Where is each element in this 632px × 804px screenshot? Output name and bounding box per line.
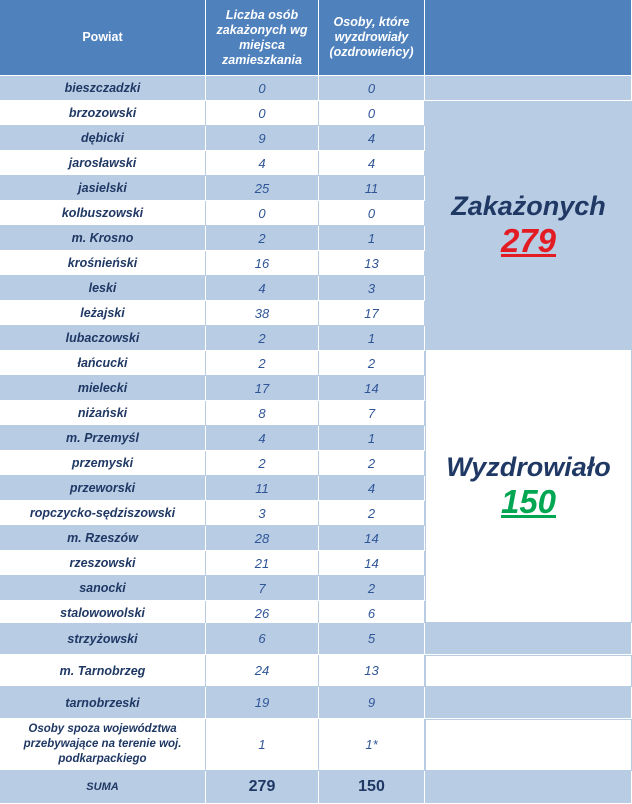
infected-count: 25 — [206, 176, 319, 201]
infected-count: 0 — [206, 76, 319, 101]
infected-count: 19 — [206, 687, 319, 719]
powiat-name: brzozowski — [0, 101, 206, 126]
infected-count: 2 — [206, 351, 319, 376]
powiat-name: Osoby spoza województwa przebywające na terenie woj. podkarpackiego — [0, 719, 206, 771]
powiat-name: rzeszowski — [0, 551, 206, 576]
recovered-count: 13 — [319, 251, 425, 276]
powiat-name: kolbuszowski — [0, 201, 206, 226]
infected-count: 4 — [206, 151, 319, 176]
recovered-count: 4 — [319, 151, 425, 176]
recovered-count: 0 — [319, 76, 425, 101]
recovered-count: 2 — [319, 451, 425, 476]
recovered-count: 3 — [319, 276, 425, 301]
infected-count: 1 — [206, 719, 319, 771]
powiat-name: jasielski — [0, 176, 206, 201]
infected-count: 17 — [206, 376, 319, 401]
recovered-count: 1* — [319, 719, 425, 771]
infected-count: 11 — [206, 476, 319, 501]
sum-label: SUMA — [0, 771, 206, 804]
powiat-name: m. Tarnobrzeg — [0, 655, 206, 687]
infected-count: 3 — [206, 501, 319, 526]
recovered-count: 17 — [319, 301, 425, 326]
powiat-name: m. Rzeszów — [0, 526, 206, 551]
infected-summary-panel — [425, 101, 632, 349]
powiat-name: ropczycko-sędziszowski — [0, 501, 206, 526]
powiat-name: dębicki — [0, 126, 206, 151]
infected-count: 4 — [206, 276, 319, 301]
recovered-count: 1 — [319, 426, 425, 451]
powiat-name: bieszczadzki — [0, 76, 206, 101]
recovered-count: 2 — [319, 351, 425, 376]
powiat-name: leski — [0, 276, 206, 301]
side-cell — [425, 719, 632, 771]
recovered-count: 9 — [319, 687, 425, 719]
recovered-count: 14 — [319, 551, 425, 576]
infected-count: 6 — [206, 623, 319, 655]
side-cell — [425, 687, 632, 719]
infected-summary-total: 279 — [500, 221, 557, 259]
header-side-empty — [425, 0, 632, 76]
powiat-name: stalowowolski — [0, 601, 206, 626]
infected-count: 2 — [206, 326, 319, 351]
infected-count: 4 — [206, 426, 319, 451]
powiat-name: jarosławski — [0, 151, 206, 176]
recovered-count: 4 — [319, 126, 425, 151]
header-powiat: Powiat — [0, 0, 206, 76]
recovered-count: 6 — [319, 601, 425, 626]
recovered-count: 2 — [319, 501, 425, 526]
recovered-count: 1 — [319, 226, 425, 251]
infected-count: 24 — [206, 655, 319, 687]
infected-count: 2 — [206, 226, 319, 251]
powiat-name: niżański — [0, 401, 206, 426]
infected-count: 0 — [206, 201, 319, 226]
powiat-name: strzyżowski — [0, 623, 206, 655]
powiat-name: leżajski — [0, 301, 206, 326]
powiat-name: krośnieński — [0, 251, 206, 276]
powiat-name: m. Krosno — [0, 226, 206, 251]
powiat-name: m. Przemyśl — [0, 426, 206, 451]
powiat-name: łańcucki — [0, 351, 206, 376]
powiat-name: tarnobrzeski — [0, 687, 206, 719]
powiat-name: lubaczowski — [0, 326, 206, 351]
infected-count: 7 — [206, 576, 319, 601]
recovered-summary-panel — [425, 349, 632, 623]
infected-count: 21 — [206, 551, 319, 576]
infected-summary-label: Zakażonych — [451, 190, 606, 221]
infected-count: 26 — [206, 601, 319, 626]
side-cell — [425, 655, 632, 687]
recovered-count: 11 — [319, 176, 425, 201]
recovered-count: 14 — [319, 526, 425, 551]
recovered-count: 5 — [319, 623, 425, 655]
header-recovered: Osoby, które wyzdrowiały (ozdrowieńcy) — [319, 0, 425, 76]
sum-side-empty — [425, 771, 632, 804]
infected-count: 9 — [206, 126, 319, 151]
powiat-name: przeworski — [0, 476, 206, 501]
side-cell — [425, 623, 632, 655]
infected-count: 28 — [206, 526, 319, 551]
recovered-summary-total: 150 — [500, 482, 557, 520]
recovered-count: 0 — [319, 201, 425, 226]
side-top-blue — [425, 76, 632, 101]
recovered-count: 1 — [319, 326, 425, 351]
recovered-count: 7 — [319, 401, 425, 426]
infected-count: 8 — [206, 401, 319, 426]
recovered-count: 14 — [319, 376, 425, 401]
sum-infected: 279 — [206, 771, 319, 804]
infected-count: 0 — [206, 101, 319, 126]
powiat-name: mielecki — [0, 376, 206, 401]
recovered-count: 2 — [319, 576, 425, 601]
infected-count: 2 — [206, 451, 319, 476]
powiat-name: sanocki — [0, 576, 206, 601]
infected-count: 38 — [206, 301, 319, 326]
powiat-name: przemyski — [0, 451, 206, 476]
sum-recovered: 150 — [319, 771, 425, 804]
recovered-summary-label: Wyzdrowiało — [446, 451, 611, 482]
recovered-count: 4 — [319, 476, 425, 501]
header-infected: Liczba osób zakażonych wg miejsca zamieszkania — [206, 0, 319, 76]
infected-count: 16 — [206, 251, 319, 276]
recovered-count: 13 — [319, 655, 425, 687]
recovered-count: 0 — [319, 101, 425, 126]
